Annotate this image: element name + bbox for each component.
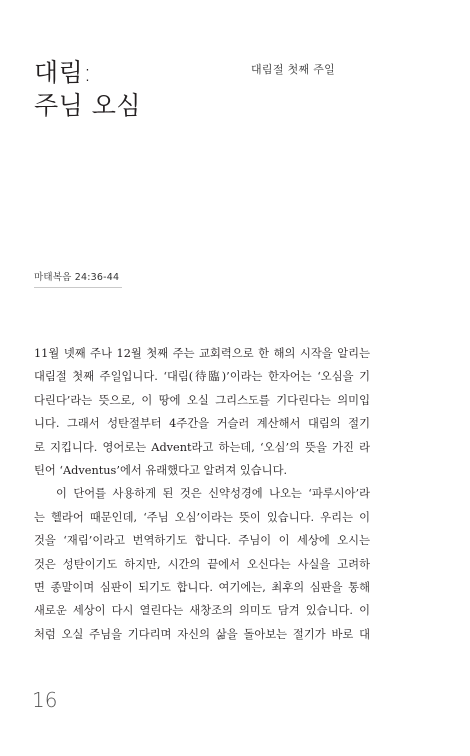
body-line: 처럼 오실 주님을 기다리며 자신의 삶을 돌아보는 절기가 바로 대 [34, 627, 370, 641]
chapter-title-line-2: 주님 오심 [34, 91, 142, 120]
body-line: 로 지킵니다. 영어로는 Advent라고 하는데, ‘오심’의 뜻을 가진 라 [34, 440, 370, 454]
body-line: 새로운 세상이 다시 열린다는 새창조의 의미도 담겨 있습니다. 이 [34, 604, 370, 618]
body-line: 틴어 ‘Adventus’에서 유래했다고 알려져 있습니다. [34, 464, 288, 478]
chapter-title-line-1: 대림: [34, 58, 93, 87]
body-line: 면 종말이며 심판이 되기도 합니다. 여기에는, 최후의 심판을 통해 [34, 581, 370, 595]
body-line: 다린다’라는 뜻으로, 이 땅에 오실 그리스도를 기다린다는 의미입 [34, 393, 370, 407]
body-line: 것을 ‘재림’이라고 번역하기도 합니다. 주님이 이 세상에 오시는 [34, 534, 370, 548]
scripture-reference: 마태복음 24:36-44 [34, 272, 120, 283]
body-line: 것은 성탄이기도 하지만, 시간의 끝에서 오신다는 사실을 고려하 [34, 557, 370, 571]
body-line: 대림절 첫째 주일입니다. ‘대림(待臨)’이라는 한자어는 ‘오심을 기 [34, 370, 370, 384]
body-line: 11월 넷째 주나 12월 첫째 주는 교회력으로 한 해의 시작을 알리는 [34, 347, 370, 360]
body-line: 이 단어를 사용하게 된 것은 신약성경에 나오는 ‘파루시아’라 [56, 487, 370, 501]
chapter-title [34, 56, 141, 122]
body-line: 는 헬라어 때문인데, ‘주님 오심’이라는 뜻이 있습니다. 우리는 이 [34, 510, 370, 524]
body-line: 니다. 그래서 성탄절부터 4주간을 거슬러 계산해서 대림의 절기 [34, 417, 370, 431]
scripture-divider [34, 287, 122, 288]
body-text [34, 342, 370, 646]
chapter-subtitle: 대림절 첫째 주일 [251, 63, 336, 76]
page-number: 16 [32, 688, 58, 712]
